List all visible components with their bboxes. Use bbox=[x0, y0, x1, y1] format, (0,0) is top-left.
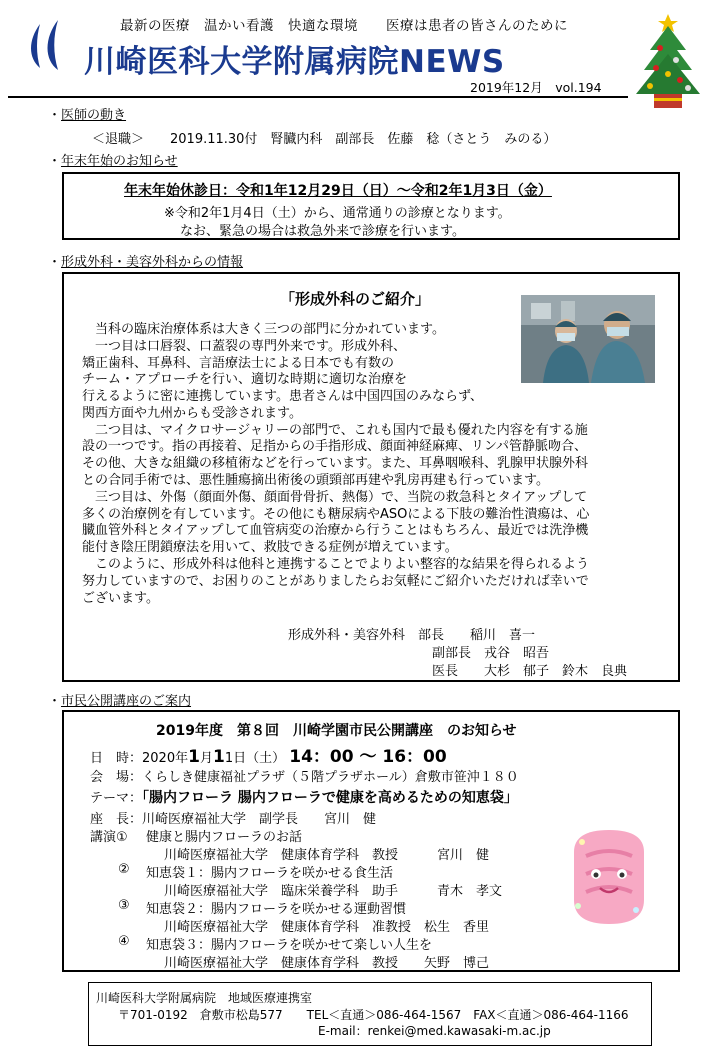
lecture-chair: 座 長：川崎医療福祉大学 副学長 宮川 健 bbox=[90, 812, 377, 827]
plastic-text-line: ございます。 bbox=[82, 590, 159, 606]
plastic-text-line: チーム・アプローチを行い、適切な時期に適切な治療を bbox=[82, 372, 408, 388]
section-heading-lecture: ・市民公開講座のご案内 bbox=[48, 694, 192, 709]
plastic-text-line: 多くの治療例を有しています。その他にも糖尿病やASOによる下肢の難治性潰瘍は、心 bbox=[82, 506, 590, 522]
lecture-venue: 会 場：くらしき健康福祉プラザ（５階プラザホール）倉敷市笹沖１８０ bbox=[90, 770, 519, 785]
talk-title: 知恵袋２：腸内フローラを咲かせる運動習慣 bbox=[146, 902, 407, 917]
lecture-title: 2019年度 第８回 川崎学園市民公開講座 のお知らせ bbox=[156, 723, 517, 739]
plastic-text-line: 一つ目は口唇裂、口蓋裂の専門外来です。形成外科、 bbox=[82, 338, 406, 354]
plastic-text-line: 三つ目は、外傷（顔面外傷、顔面骨骨折、熱傷）で、当院の救急科とタイアップして bbox=[82, 489, 588, 505]
header-divider bbox=[8, 96, 628, 98]
plastic-text-line: 設の一つです。指の再接着、足指からの手指形成、顔面神経麻痺、リンパ管静脈吻合、 bbox=[82, 439, 588, 455]
newsletter-title: 川崎医科大学附属病院NEWS bbox=[84, 44, 505, 80]
talk-speaker: 川崎医療福祉大学 健康体育学科 教授 宮川 健 bbox=[164, 848, 490, 863]
talk-speaker: 川崎医療福祉大学 臨床栄養学科 助手 青木 孝文 bbox=[164, 884, 503, 899]
plastic-text-line: その他、大きな組織の移植術などを行っています。また、耳鼻咽喉科、乳腺甲状腺外科 bbox=[82, 456, 588, 472]
talk-title: 健康と腸内フローラのお話 bbox=[146, 830, 303, 845]
holiday-note-emergency: なお、緊急の場合は救急外来で診療を行います。 bbox=[180, 224, 465, 239]
signature-chief: 医長 大杉 郁子 鈴木 良典 bbox=[432, 664, 628, 679]
issue-volume: 2019年12月 vol.194 bbox=[470, 80, 602, 95]
plastic-text-line: 矯正歯科、耳鼻科、言語療法士による日本でも有数の bbox=[82, 355, 395, 371]
plastic-text-line: 二つ目は、マイクロサージャリーの部門で、これも国内で最も優れた内容を有する施 bbox=[82, 422, 588, 438]
doctor-retirement-entry: ＜退職＞ 2019.11.30付 腎臓内科 副部長 佐藤 稔（さとう みのる） bbox=[92, 132, 557, 147]
footer-department: 川崎医科大学附属病院 地域医療連携室 bbox=[96, 991, 313, 1005]
plastic-surgery-title: 「形成外科のご紹介」 bbox=[280, 290, 431, 308]
talk-number: ④ bbox=[118, 934, 130, 949]
lecture-theme: テーマ：「腸内フローラ 腸内フローラで健康を高めるための知恵袋」 bbox=[90, 790, 518, 806]
christmas-tree-icon bbox=[630, 8, 706, 114]
talk-title: 知恵袋１：腸内フローラを咲かせる食生活 bbox=[146, 866, 394, 881]
footer-email: E-mail：renkei@med.kawasaki-m.ac.jp bbox=[318, 1024, 551, 1038]
footer-address-phone: 〒701-0192 倉敷市松島577 TEL＜直通＞086-464-1567 FAX＜直通＞086-464-1166 bbox=[118, 1008, 629, 1022]
tagline: 最新の医療 温かい看護 快適な環境 医療は患者の皆さんのために bbox=[120, 18, 568, 34]
plastic-text-line: 行えるように密に連携しています。患者さんは中国四国のみならず、 bbox=[82, 389, 483, 404]
plastic-text-line: 関西方面や九州からも受診されます。 bbox=[82, 405, 302, 421]
surgeons-photo bbox=[521, 295, 655, 383]
holiday-closure-dates: 年末年始休診日：令和1年12月29日（日）～令和2年1月3日（金） bbox=[124, 183, 552, 199]
signature-head: 形成外科・美容外科 部長 稲川 喜一 bbox=[288, 628, 536, 643]
talk-number: ③ bbox=[118, 898, 130, 913]
plastic-text-line: 能付き陰圧閉鎖療法を用いて、救肢できる症例が増えています。 bbox=[82, 540, 458, 556]
plastic-text-line: このように、形成外科は他科と連携することでよりよい整容的な結果を得られるよう bbox=[82, 556, 590, 572]
lecture-date: 日 時：2020年1月11日（土） 14：00 ～ 16：00 bbox=[90, 747, 447, 767]
section-heading-plastic-surgery: ・形成外科・美容外科からの情報 bbox=[48, 255, 244, 270]
plastic-text-line: 努力していますので、お困りのことがありましたらお気軽にご紹介いただければ幸いで bbox=[82, 573, 589, 589]
signature-deputy: 副部長 戎谷 昭吾 bbox=[432, 646, 550, 661]
talk-speaker: 川崎医療福祉大学 健康体育学科 教授 矢野 博己 bbox=[164, 956, 490, 971]
section-heading-holiday: ・年末年始のお知らせ bbox=[48, 154, 178, 169]
talk-number: ② bbox=[118, 862, 130, 877]
plastic-text-line: 臓血管外科とタイアップして血管病変の治療から行うことはもちろん、最近では洗浄機 bbox=[82, 523, 589, 539]
plastic-text-line: との合同手術では、悪性腫瘍摘出術後の頭頸部再建や乳房再建も行っています。 bbox=[82, 472, 549, 488]
talk-speaker: 川崎医療福祉大学 健康体育学科 准教授 松生 香里 bbox=[164, 920, 490, 935]
holiday-note-resume: ※令和2年1月4日（土）から、通常通りの診療となります。 bbox=[164, 206, 511, 221]
intestine-character-icon bbox=[556, 822, 662, 932]
section-heading-doctors: ・医師の動き bbox=[48, 108, 127, 123]
talk-number: 講演① bbox=[90, 830, 128, 845]
hospital-logo-icon bbox=[26, 18, 80, 72]
plastic-text-line: 当科の臨床治療体系は大きく三つの部門に分かれています。 bbox=[82, 322, 445, 337]
talk-title: 知恵袋３：腸内フローラを咲かせて楽しい人生を bbox=[146, 938, 433, 953]
